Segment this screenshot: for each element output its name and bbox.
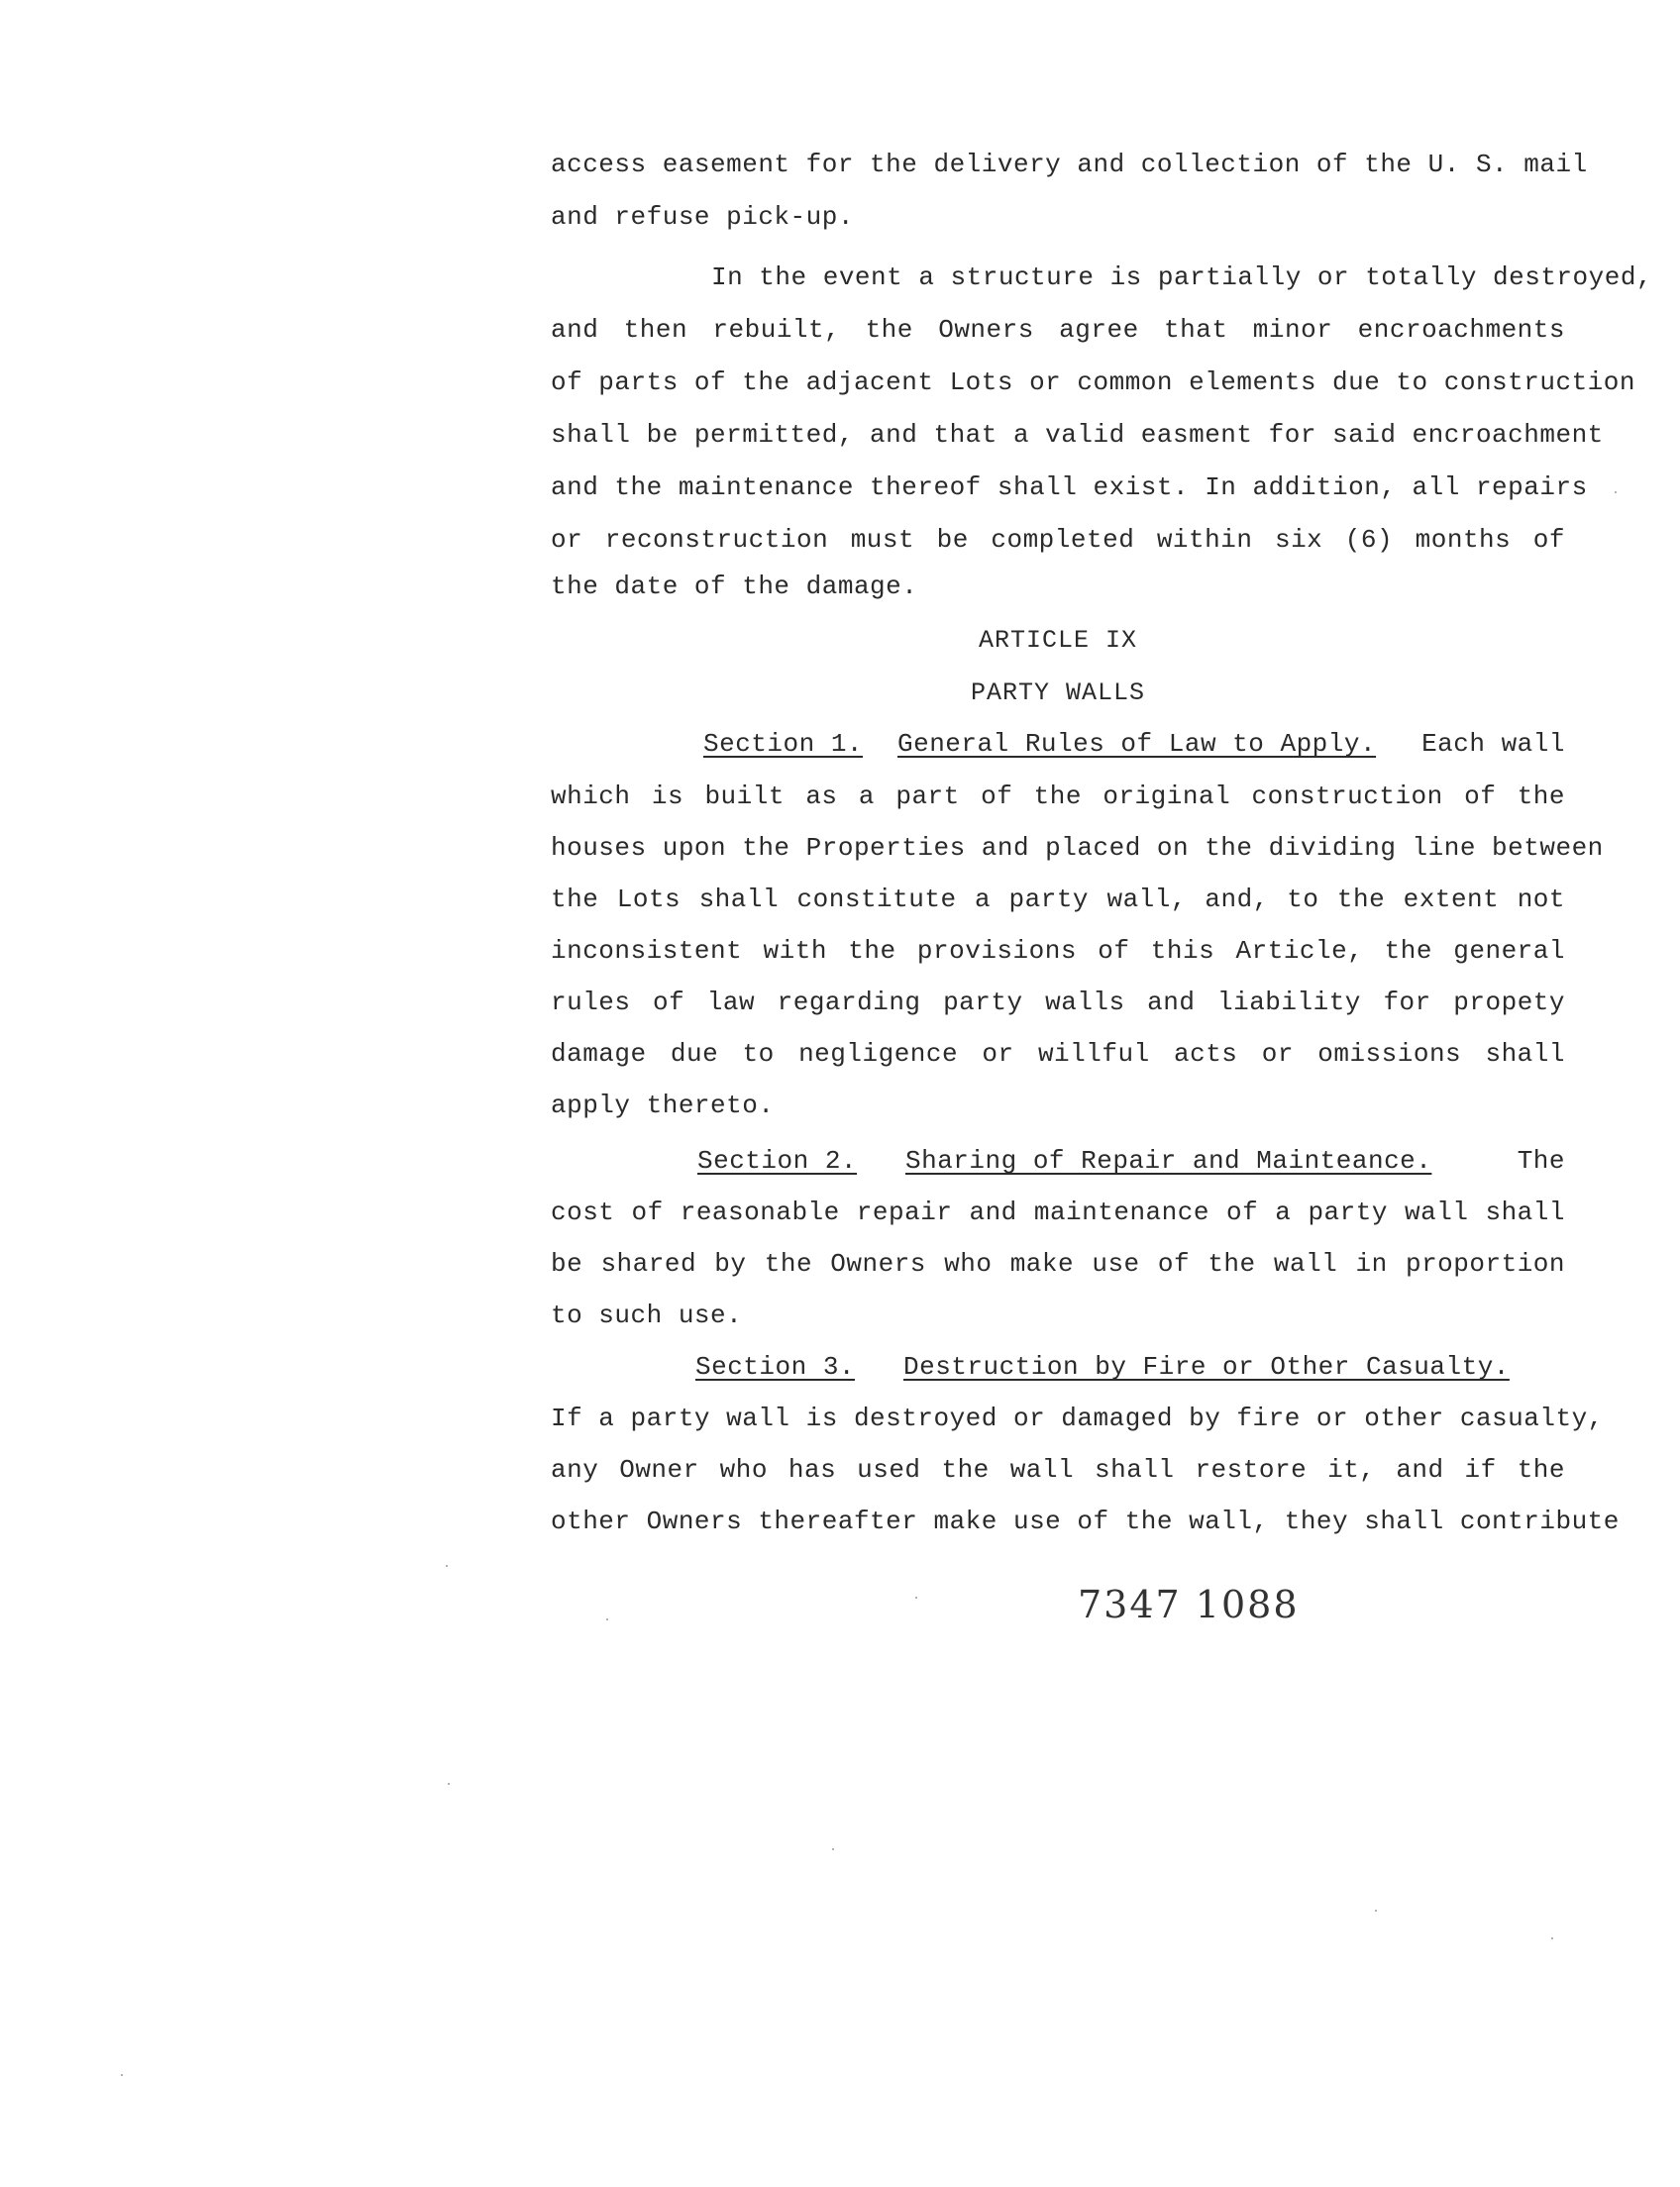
scan-speck (1375, 1910, 1377, 1912)
section3-label: Section 3. (695, 1352, 856, 1382)
paragraph1-line-1: access easement for the delivery and collection of the U. S. mail (551, 150, 1588, 179)
scan-speck (448, 1783, 450, 1785)
paragraph2-line-2: and then rebuilt, the Owners agree that minor encroachments (551, 315, 1565, 345)
section1-line-5: rules of law regarding party walls and liability for propety (551, 988, 1565, 1017)
paragraph1-line-2: and refuse pick-up. (551, 202, 854, 232)
section1-line-6: damage due to negligence or willful acts or omissions shall (551, 1039, 1565, 1069)
section1-label: Section 1. (703, 729, 864, 759)
scan-speck (446, 1565, 448, 1567)
section3-line-2: any Owner who has used the wall shall restore it, and if the (551, 1455, 1565, 1485)
section1-line-7: apply thereto. (551, 1091, 775, 1120)
paragraph2-line-4: shall be permitted, and that a valid easment for said encroachment (551, 420, 1604, 450)
scan-speck (1615, 491, 1617, 493)
section3-line-1: If a party wall is destroyed or damaged by fire or other casualty, (551, 1404, 1604, 1433)
section2-line-1: cost of reasonable repair and maintenance of a party wall shall (551, 1198, 1565, 1227)
article-number: ARTICLE IX (978, 626, 1138, 655)
section3-line-3: other Owners thereafter make use of the wall, they shall contribute (551, 1507, 1620, 1536)
section2-title: Sharing of Repair and Mainteance. (905, 1146, 1432, 1176)
paragraph2-line-7: the date of the damage. (551, 572, 918, 601)
section3-title: Destruction by Fire or Other Casualty. (903, 1352, 1510, 1382)
section1-lead-text: Each wall (1421, 729, 1565, 759)
scan-speck (1551, 1937, 1553, 1939)
section2-lead-text: The (1517, 1146, 1565, 1176)
section2-line-3: to such use. (551, 1301, 743, 1330)
paragraph2-line-6: or reconstruction must be completed within six (6) months of (551, 525, 1565, 555)
section2-line-2: be shared by the Owners who make use of the wall in proportion (551, 1249, 1565, 1279)
book-page-number: 7347 1088 (1078, 1583, 1300, 1626)
section1-line-2: houses upon the Properties and placed on the dividing line between (551, 833, 1604, 863)
scan-speck (121, 2074, 123, 2076)
section1-line-4: inconsistent with the provisions of this Article, the general (551, 936, 1565, 966)
section1-line-3: the Lots shall constitute a party wall, and, to the extent not (551, 885, 1565, 914)
scan-speck (832, 1848, 834, 1850)
paragraph2-line-5: and the maintenance thereof shall exist. In addition, all repairs (551, 472, 1588, 502)
paragraph2-line-1: In the event a structure is partially or totally destroyed, (711, 262, 1653, 292)
section2-label: Section 2. (697, 1146, 858, 1176)
scan-speck (606, 1618, 608, 1620)
article-title: PARTY WALLS (970, 678, 1146, 707)
section1-title: General Rules of Law to Apply. (897, 729, 1377, 759)
section1-line-1: which is built as a part of the original construction of the (551, 781, 1565, 811)
scan-speck (915, 1597, 917, 1599)
paragraph2-line-3: of parts of the adjacent Lots or common elements due to construction (551, 367, 1635, 397)
